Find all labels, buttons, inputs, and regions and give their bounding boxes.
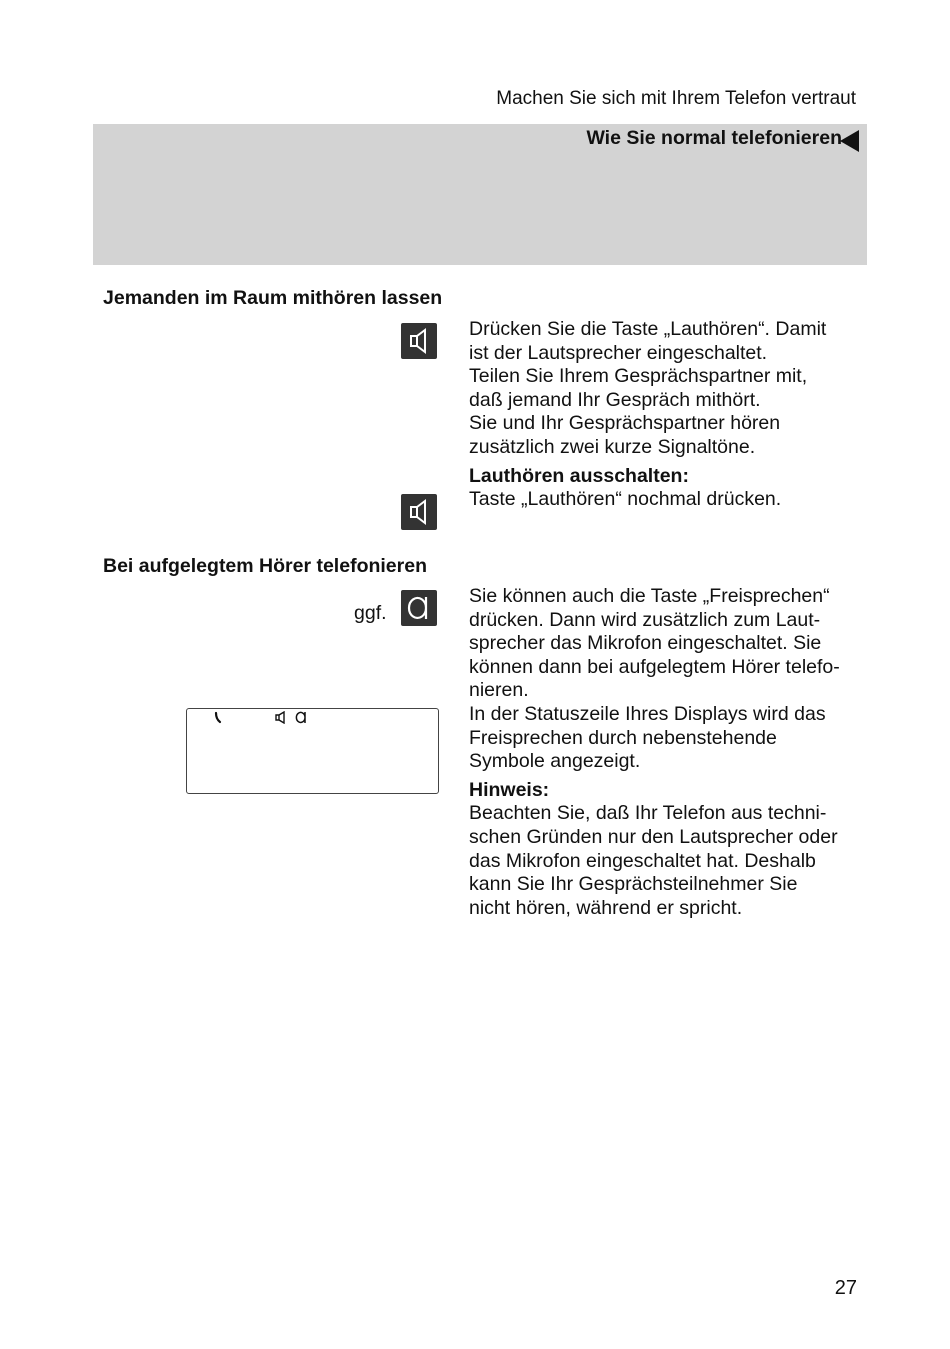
text-line: Drücken Sie die Taste „Lauthören“. Damit	[469, 318, 827, 340]
text-line: Sie und Ihr Gesprächspartner hören	[469, 412, 781, 435]
text-line: Freisprechen durch nebenstehende	[469, 726, 777, 749]
speaker-icon	[401, 323, 437, 359]
text-line: drücken. Dann wird zusätzlich zum Laut-	[469, 608, 821, 631]
chapter-title: Machen Sie sich mit Ihrem Telefon vertraut	[496, 88, 856, 109]
section1-body	[469, 318, 869, 512]
text-line: In der Statuszeile Ihres Displays wird das	[469, 702, 826, 725]
text-line: Sie können auch die Taste „Freisprechen“	[469, 585, 830, 607]
text-line: Beachten Sie, daß Ihr Telefon aus techni-	[469, 802, 827, 825]
handsfree-icon	[401, 590, 437, 626]
text-line: das Mikrofon eingeschaltet hat. Deshalb	[469, 849, 816, 872]
text-line: sprecher das Mikrofon eingeschaltet. Sie	[469, 632, 822, 655]
left-triangle-icon	[840, 130, 859, 152]
phone-display	[186, 708, 439, 794]
section-title: Wie Sie normal telefonieren	[586, 127, 842, 149]
section-heading-handsfree: Bei aufgelegtem Hörer telefonieren	[103, 555, 427, 577]
note-heading: Hinweis:	[469, 778, 550, 801]
page-number: 27	[834, 1277, 857, 1299]
ggf-label: ggf.	[354, 602, 387, 624]
text-line: daß jemand Ihr Gespräch mithört.	[469, 388, 761, 411]
text-line: nicht hören, während er spricht.	[469, 896, 743, 919]
text-line: Symbole angezeigt.	[469, 750, 641, 773]
section-heading-listen: Jemanden im Raum mithören lassen	[103, 287, 443, 309]
text-line: zusätzlich zwei kurze Signaltöne.	[469, 435, 756, 458]
speaker-icon	[401, 494, 437, 530]
speaker-icon	[275, 711, 287, 724]
handsfree-icon	[295, 711, 307, 724]
text-line: können dann bei aufgelegtem Hörer telefo-	[469, 655, 840, 678]
text-line: ist der Lautsprecher eingeschaltet.	[469, 341, 768, 364]
text-line: Teilen Sie Ihrem Gesprächspartner mit,	[469, 365, 808, 388]
text-line: kann Sie Ihr Gesprächsteilnehmer Sie	[469, 873, 798, 896]
text-line: schen Gründen nur den Lautsprecher oder	[469, 825, 838, 848]
text-line: Taste „Lauthören“ nochmal drücken.	[469, 488, 782, 511]
handset-icon	[214, 711, 224, 725]
section2-body	[469, 585, 869, 920]
text-line: nieren.	[469, 679, 529, 702]
sub-heading: Lauthören ausschalten:	[469, 464, 689, 487]
